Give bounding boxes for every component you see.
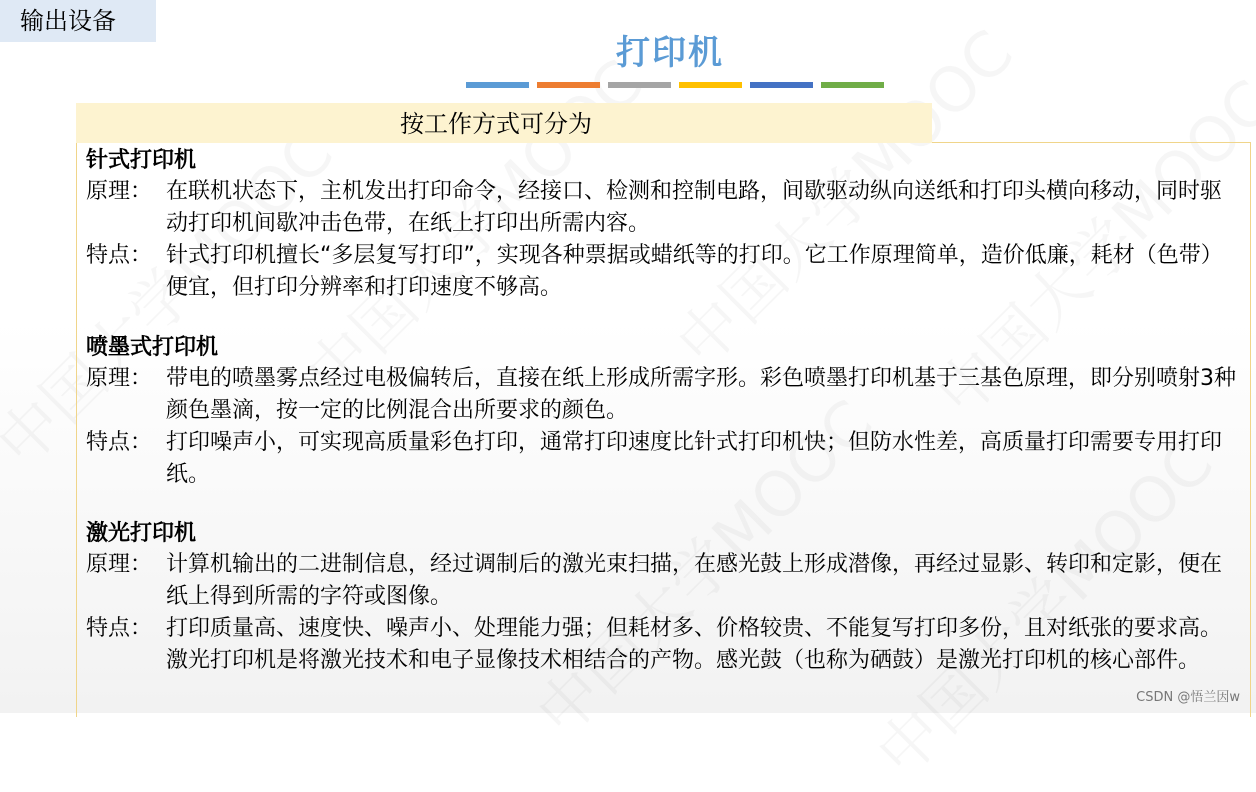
feature-paragraph — [86, 240, 1236, 304]
feature-text: 针式打印机擅长“多层复写打印”，实现各种票据或蜡纸等的打印。它工作原理简单，造价低廉，耗材（色带）便宜，但打印分辨率和打印速度不够高。 — [166, 243, 1223, 300]
feature-label: 特点： — [86, 430, 153, 455]
principle-paragraph — [86, 176, 1236, 240]
printer-name: 针式打印机 — [86, 148, 197, 173]
box-header: 按工作方式可分为 — [76, 103, 932, 143]
feature-paragraph — [86, 613, 1236, 677]
feature-text: 打印噪声小，可实现高质量彩色打印，通常打印速度比针式打印机快；但防水性差，高质量打印需要专用打印纸。 — [166, 430, 1223, 487]
feature-label: 特点： — [86, 616, 153, 641]
principle-label: 原理： — [86, 366, 153, 391]
feature-label: 特点： — [86, 243, 153, 268]
principle-label: 原理： — [86, 179, 153, 204]
accent-bar — [537, 82, 600, 88]
printer-section-laser — [86, 519, 1236, 677]
printer-section-inkjet — [86, 333, 1236, 491]
accent-color-bars — [466, 82, 892, 88]
slide-title: 打印机 — [616, 33, 724, 73]
principle-label: 原理： — [86, 552, 153, 577]
footer-credit: CSDN @悟兰因w — [1136, 690, 1240, 705]
principle-text: 在联机状态下，主机发出打印命令，经接口、检测和控制电路，间歇驱动纵向送纸和打印头横向移动，同时驱动打印机间歇冲击色带，在纸上打印出所需内容。 — [166, 179, 1223, 236]
accent-bar — [466, 82, 529, 88]
principle-paragraph — [86, 363, 1236, 427]
feature-text: 打印质量高、速度快、噪声小、处理能力强；但耗材多、价格较贵、不能复写打印多份，且对纸张的要求高。激光打印机是将激光技术和电子显像技术相结合的产物。感光鼓（也称为硒鼓）是激光打印机的核心部件。 — [166, 616, 1223, 673]
feature-paragraph — [86, 427, 1236, 491]
section-tag: 输出设备 — [0, 0, 156, 42]
accent-bar — [750, 82, 813, 88]
accent-bar — [679, 82, 742, 88]
printer-section-dot-matrix — [86, 146, 1236, 304]
principle-paragraph — [86, 549, 1236, 613]
principle-text: 计算机输出的二进制信息，经过调制后的激光束扫描，在感光鼓上形成潜像，再经过显影、转印和定影，便在纸上得到所需的字符或图像。 — [166, 552, 1223, 609]
accent-bar — [608, 82, 671, 88]
printer-name: 激光打印机 — [86, 521, 197, 546]
accent-bar — [821, 82, 884, 88]
principle-text: 带电的喷墨雾点经过电极偏转后，直接在纸上形成所需字形。彩色喷墨打印机基于三基色原理，即分别喷射3种颜色墨滴，按一定的比例混合出所要求的颜色。 — [166, 366, 1237, 423]
printer-name: 喷墨式打印机 — [86, 335, 219, 360]
